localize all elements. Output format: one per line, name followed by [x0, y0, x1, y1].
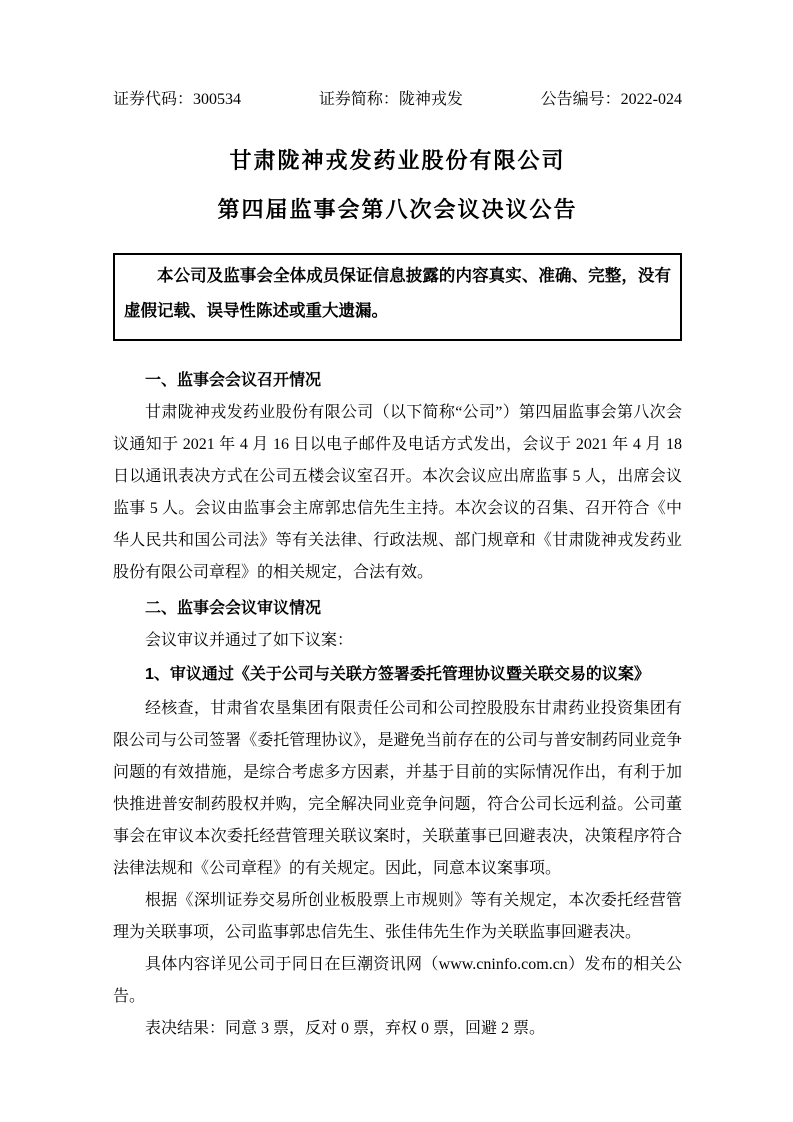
- resolution-detail-paragraph-3: 具体内容详见公司于同日在巨潮资讯网（www.cninfo.com.cn）发布的相关公告。: [113, 956, 682, 1005]
- company-name-title: 甘肃陇神戎发药业股份有限公司: [229, 148, 566, 173]
- vote-result: 表决结果：同意 3 票，反对 0 票，弃权 0 票，回避 2 票。: [145, 1020, 546, 1037]
- section2-intro: 会议审议并通过了如下议案：: [145, 632, 354, 649]
- meeting-resolution-title: 第四届监事会第八次会议决议公告: [217, 197, 578, 222]
- resolution-detail-paragraph-2: 根据《深圳证券交易所创业板股票上市规则》等有关规定，本次委托经营管理为关联事项，公司监事郭忠信先生、张佳伟先生作为关联监事回避表决。: [113, 892, 682, 941]
- stock-short-name: 证券简称：陇神戎发: [318, 91, 463, 108]
- disclaimer-box: [113, 253, 682, 341]
- announcement-number: 公告编号：2022-024: [540, 91, 682, 108]
- resolution-detail-paragraph-1: 经核查，甘肃省农垦集团有限责任公司和公司控股股东甘肃药业投资集团有限公司与公司签署《委托管理协议》，是避免当前存在的公司与普安制药同业竞争问题的有效措施，是综合考虑多方因素，并基于目前的实际情况作出，有利于加快推进普安制药股权并购，完全解决同业竞争问题，符合公司长远利益。公司董事会在审议本次委托经营管理关联议案时，关联董事已回避表决，决策程序符合法律法规和《公司章程》的有关规定。因此，同意本议案事项。: [113, 700, 682, 877]
- section2-heading: 二、监事会会议审议情况: [145, 600, 322, 617]
- stock-code: 证券代码：300534: [113, 91, 242, 108]
- document-header: [113, 90, 682, 110]
- section1-paragraph: 甘肃陇神戎发药业股份有限公司（以下简称“公司”）第四届监事会第八次会议通知于 2021 年 4 月 16 日以电子邮件及电话方式发出，会议于 2021 年 4 月 18 日以通讯表决方式在公司五楼会议室召开。本次会议应出席监事 5 人，出席会议监事 5 人。会议由监事会主席郭忠信先生主持。本次会议的召集、召开符合《中华人民共和国公司法》等有关法律、行政法规、部门规章和《甘肃陇神戎发药业股份有限公司章程》的相关规定，合法有效。: [113, 404, 682, 581]
- section1-heading: 一、监事会会议召开情况: [145, 372, 322, 389]
- resolution-item-title: 1、审议通过《关于公司与关联方签署委托管理协议暨关联交易的议案》: [145, 666, 650, 683]
- disclaimer-text: 本公司及监事会全体成员保证信息披露的内容真实、准确、完整，没有虚假记载、误导性陈述或重大遗漏。: [124, 267, 671, 320]
